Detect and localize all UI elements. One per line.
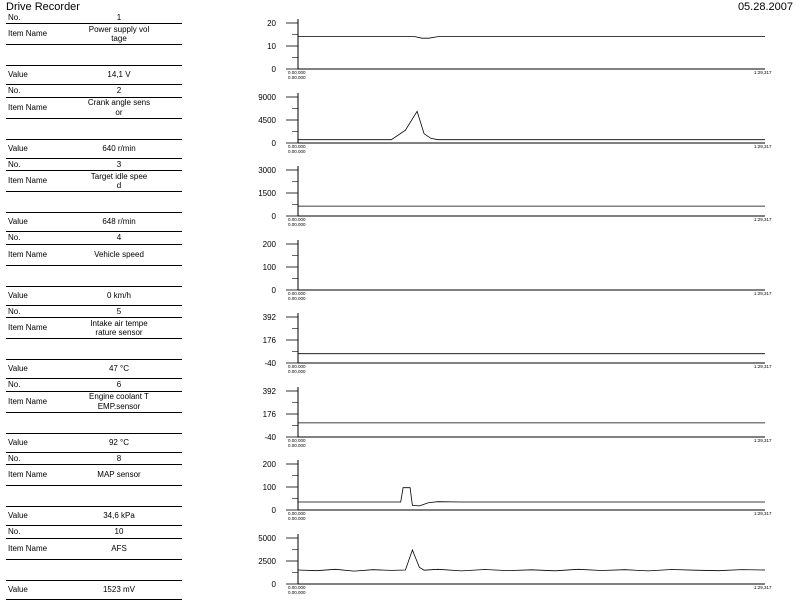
item-name-line: tage <box>111 34 127 43</box>
y-tick-label: 392 <box>262 313 276 322</box>
x-start-label: 0.00.000 <box>288 511 306 516</box>
x-start-label: 0.00.000 <box>288 143 306 149</box>
recorder-row <box>0 527 800 602</box>
y-tick-label: 0 <box>271 579 276 589</box>
y-tick-label: 9000 <box>258 92 276 102</box>
item-name-value <box>78 318 160 338</box>
table-divider <box>6 44 182 45</box>
y-tick-label: 0 <box>271 285 276 295</box>
value-label: Value <box>8 217 28 227</box>
series-line <box>298 550 765 571</box>
no-value: 5 <box>116 306 122 316</box>
item-name-line: EMP.sensor <box>97 401 141 411</box>
item-name-line: Power supply vol <box>88 24 150 34</box>
recording-date: 05.28.2007 <box>737 1 793 13</box>
item-name-line: Target idle spee <box>90 171 148 181</box>
value-label: Value <box>8 437 28 447</box>
item-name-label: Item Name <box>8 323 48 333</box>
value-reading: 0 km/h <box>106 290 131 300</box>
item-name-value <box>78 245 160 265</box>
no-label: No. <box>8 233 21 243</box>
item-name-line: or <box>115 107 123 117</box>
value-reading: 34,6 kPa <box>103 511 135 521</box>
parameter-table <box>6 159 182 234</box>
no-label: No. <box>8 86 21 96</box>
no-value: 10 <box>114 527 124 537</box>
sensor-chart <box>220 12 785 82</box>
table-divider <box>6 559 182 560</box>
item-name-value <box>78 24 160 44</box>
item-name-text <box>89 25 149 43</box>
sensor-chart <box>220 527 785 597</box>
x-start-label: 0.00.000 <box>288 217 306 222</box>
y-tick-label: 176 <box>262 336 276 345</box>
table-divider <box>6 265 182 266</box>
table-divider <box>6 599 182 600</box>
x-start-label: 0.00.000 <box>288 222 306 227</box>
x-start-label: 0.00.000 <box>288 516 306 521</box>
x-start-label: 0.00.000 <box>288 295 306 301</box>
x-start-label: 0.00.000 <box>288 369 306 374</box>
item-name-text <box>94 250 144 259</box>
item-name-line: d <box>116 181 122 190</box>
y-tick-label: 100 <box>262 483 276 492</box>
y-tick-label: 10 <box>267 42 276 51</box>
recorder-row <box>0 86 800 161</box>
y-tick-label: 5000 <box>258 533 276 543</box>
item-name-text <box>89 392 149 410</box>
y-tick-label: 0 <box>271 506 276 515</box>
no-label: No. <box>8 453 21 463</box>
item-name-label: Item Name <box>8 470 48 480</box>
x-start-label: 0.00.000 <box>288 442 306 448</box>
value-label: Value <box>8 143 28 153</box>
value-label: Value <box>8 70 28 80</box>
recorder-row <box>0 453 800 528</box>
series-line <box>298 111 765 139</box>
y-tick-label: -40 <box>264 432 276 442</box>
series-line <box>298 488 765 506</box>
sensor-chart <box>220 159 785 229</box>
y-tick-label: 176 <box>262 409 276 419</box>
item-name-value <box>78 171 160 191</box>
item-name-text <box>88 98 150 116</box>
y-tick-label: -40 <box>264 359 276 368</box>
no-value: 4 <box>116 233 122 243</box>
item-name-line: AFS <box>111 543 127 553</box>
sensor-chart <box>220 453 785 523</box>
no-label: No. <box>8 159 21 169</box>
item-name-label: Item Name <box>8 249 48 259</box>
recorder-row <box>0 380 800 455</box>
sensor-chart <box>220 233 785 303</box>
value-label: Value <box>8 364 28 374</box>
item-name-value <box>78 98 160 118</box>
y-tick-label: 4500 <box>258 115 276 125</box>
item-name-label: Item Name <box>8 176 48 186</box>
item-name-value <box>78 465 160 485</box>
sensor-chart <box>220 380 785 450</box>
recorder-row <box>0 233 800 308</box>
x-end-label: 1:29,317 <box>754 70 772 75</box>
y-tick-label: 100 <box>262 262 276 272</box>
item-name-text <box>90 319 147 337</box>
no-value: 3 <box>116 159 122 169</box>
value-reading: 92 °C <box>108 437 130 447</box>
x-end-label: 1:29,317 <box>754 437 772 443</box>
value-reading: 640 r/min <box>102 143 136 153</box>
x-start-label: 0.00.000 <box>288 589 306 595</box>
item-name-text <box>97 470 140 479</box>
sensor-chart <box>220 306 785 376</box>
sensor-chart <box>220 86 785 156</box>
y-tick-label: 0 <box>271 138 276 148</box>
x-end-label: 1:29,317 <box>754 217 772 222</box>
no-value: 6 <box>116 380 122 390</box>
recorder-row <box>0 159 800 234</box>
x-start-label: 0.00.000 <box>288 584 306 590</box>
item-name-value <box>78 539 160 559</box>
item-name-text <box>111 544 127 553</box>
table-divider <box>6 191 182 192</box>
table-divider <box>6 412 182 413</box>
item-name-line: Intake air tempe <box>90 318 148 328</box>
series-line <box>298 37 765 39</box>
no-value: 2 <box>116 86 122 96</box>
item-name-line: Crank angle sens <box>87 98 151 108</box>
value-reading: 1523 mV <box>102 584 136 594</box>
y-tick-label: 200 <box>262 239 276 249</box>
item-name-label: Item Name <box>8 543 48 553</box>
parameter-table <box>6 453 182 528</box>
x-end-label: 1:29,317 <box>754 511 772 516</box>
x-end-label: 1:29,317 <box>754 143 772 149</box>
no-value: 1 <box>116 12 122 22</box>
y-tick-label: 200 <box>262 460 276 469</box>
parameter-table <box>6 527 182 602</box>
no-label: No. <box>8 12 21 22</box>
no-label: No. <box>8 380 21 390</box>
y-tick-label: 20 <box>267 19 276 28</box>
no-value: 8 <box>116 453 122 463</box>
table-divider <box>6 338 182 339</box>
recorder-row <box>0 12 800 87</box>
recorder-row <box>0 306 800 381</box>
x-start-label: 0.00.000 <box>288 70 306 75</box>
no-label: No. <box>8 306 21 316</box>
item-name-label: Item Name <box>8 396 48 406</box>
table-divider <box>6 118 182 119</box>
x-start-label: 0.00.000 <box>288 75 306 80</box>
value-reading: 14,1 V <box>107 70 131 80</box>
x-start-label: 0.00.000 <box>288 364 306 369</box>
item-name-value <box>78 392 160 412</box>
item-name-label: Item Name <box>8 102 48 112</box>
value-reading: 47 °C <box>108 364 130 374</box>
x-end-label: 1:29,317 <box>754 584 772 590</box>
item-name-text <box>91 172 147 190</box>
value-label: Value <box>8 290 28 300</box>
item-name-line: rature sensor <box>95 328 143 337</box>
y-tick-label: 0 <box>271 65 276 74</box>
no-label: No. <box>8 527 21 537</box>
parameter-table <box>6 12 182 87</box>
x-start-label: 0.00.000 <box>288 437 306 443</box>
item-name-line: Vehicle speed <box>94 249 144 259</box>
table-divider <box>6 485 182 486</box>
y-tick-label: 392 <box>262 386 276 396</box>
x-start-label: 0.00.000 <box>288 148 306 154</box>
page-title: Drive Recorder <box>6 1 80 13</box>
y-tick-label: 0 <box>271 212 276 221</box>
parameter-table <box>6 233 182 308</box>
parameter-table <box>6 306 182 381</box>
value-label: Value <box>8 511 28 521</box>
value-reading: 648 r/min <box>102 217 136 227</box>
value-label: Value <box>8 584 28 594</box>
x-end-label: 1:29,317 <box>754 364 772 369</box>
parameter-table <box>6 380 182 455</box>
item-name-label: Item Name <box>8 29 48 39</box>
item-name-line: MAP sensor <box>97 470 141 480</box>
item-name-line: Engine coolant T <box>89 392 149 402</box>
x-start-label: 0.00.000 <box>288 290 306 296</box>
x-end-label: 1:29,317 <box>754 290 772 296</box>
y-tick-label: 3000 <box>258 166 276 175</box>
y-tick-label: 1500 <box>258 189 276 198</box>
y-tick-label: 2500 <box>258 556 276 566</box>
parameter-table <box>6 86 182 161</box>
